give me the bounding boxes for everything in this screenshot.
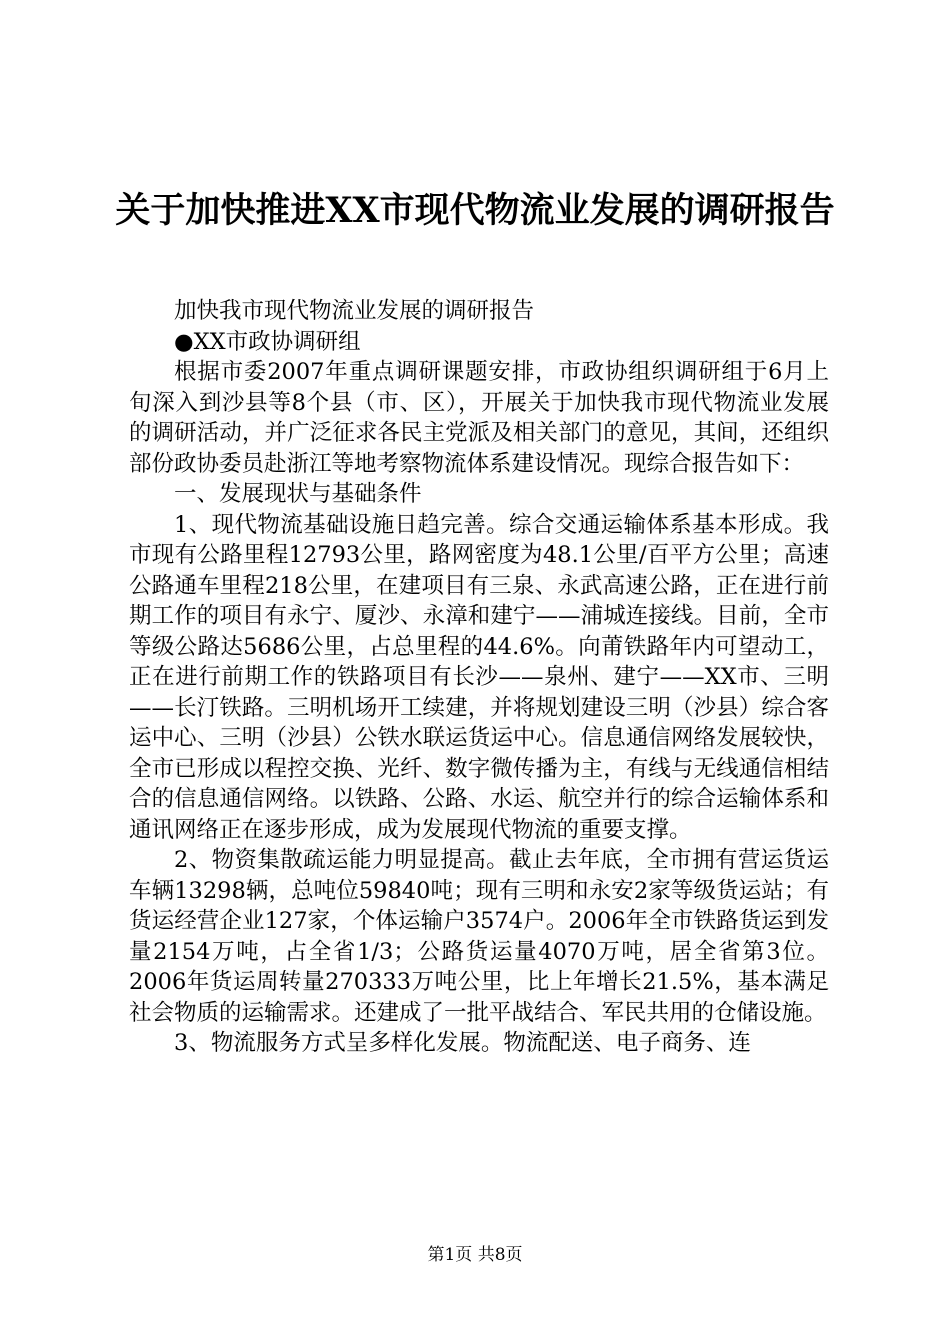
document-body — [129, 296, 829, 1059]
intro-paragraph: 根据市委2007年重点调研课题安排，市政协组织调研组于6月上旬深入到沙县等8个县（市、区），开展关于加快我市现代物流业发展的调研活动，并广泛征求各民主党派及相关部门的意见，其间，还组织部份政协委员赴浙江等地考察物流体系建设情况。现综合报告如下： — [129, 359, 829, 477]
section-heading: 一、发展现状与基础条件 — [174, 481, 422, 507]
author-paragraph: ●XX市政协调研组 — [174, 328, 361, 355]
paragraph-services: 3、物流服务方式呈多样化发展。物流配送、电子商务、连 — [174, 1030, 751, 1056]
page-footer: 第1页 共8页 — [427, 1245, 523, 1265]
paragraph-distribution: 2、物资集散疏运能力明显提高。截止去年底，全市拥有营运货运车辆13298辆，总吨位59840吨；现有三明和永安2家等级货运站；有货运经营企业127家，个体运输户3574户。2006年全市铁路货运到发量2154万吨，占全省1/3；公路货运量4070万吨，居全省第3位。2006年货运周转量270333万吨公里，比上年增长21.5%，基本满足社会物质的运输需求。还建成了一批平战结合、军民共用的仓储设施。 — [129, 847, 829, 1026]
subtitle-paragraph: 加快我市现代物流业发展的调研报告 — [174, 298, 535, 324]
paragraph-infrastructure: 1、现代物流基础设施日趋完善。综合交通运输体系基本形成。我市现有公路里程12793公里，路网密度为48.1公里/百平方公里；高速公路通车里程218公里，在建项目有三泉、永武高速公路，正在进行前期工作的项目有永宁、厦沙、永漳和建宁——浦城连接线。目前，全市等级公路达5686公里，占总里程的44.6%。向莆铁路年内可望动工，正在进行前期工作的铁路项目有长沙——泉州、建宁——XX市、三明——长汀铁路。三明机场开工续建，并将规划建设三明（沙县）综合客运中心、三明（沙县）公铁水联运货运中心。信息通信网络发展较快，全市已形成以程控交换、光纤、数字微传播为主，有线与无线通信相结合的信息通信网络。以铁路、公路、水运、航空并行的综合运输体系和通讯网络正在逐步形成，成为发展现代物流的重要支撑。 — [129, 511, 829, 843]
document-title: 关于加快推进XX市现代物流业发展的调研报告 — [115, 190, 835, 231]
